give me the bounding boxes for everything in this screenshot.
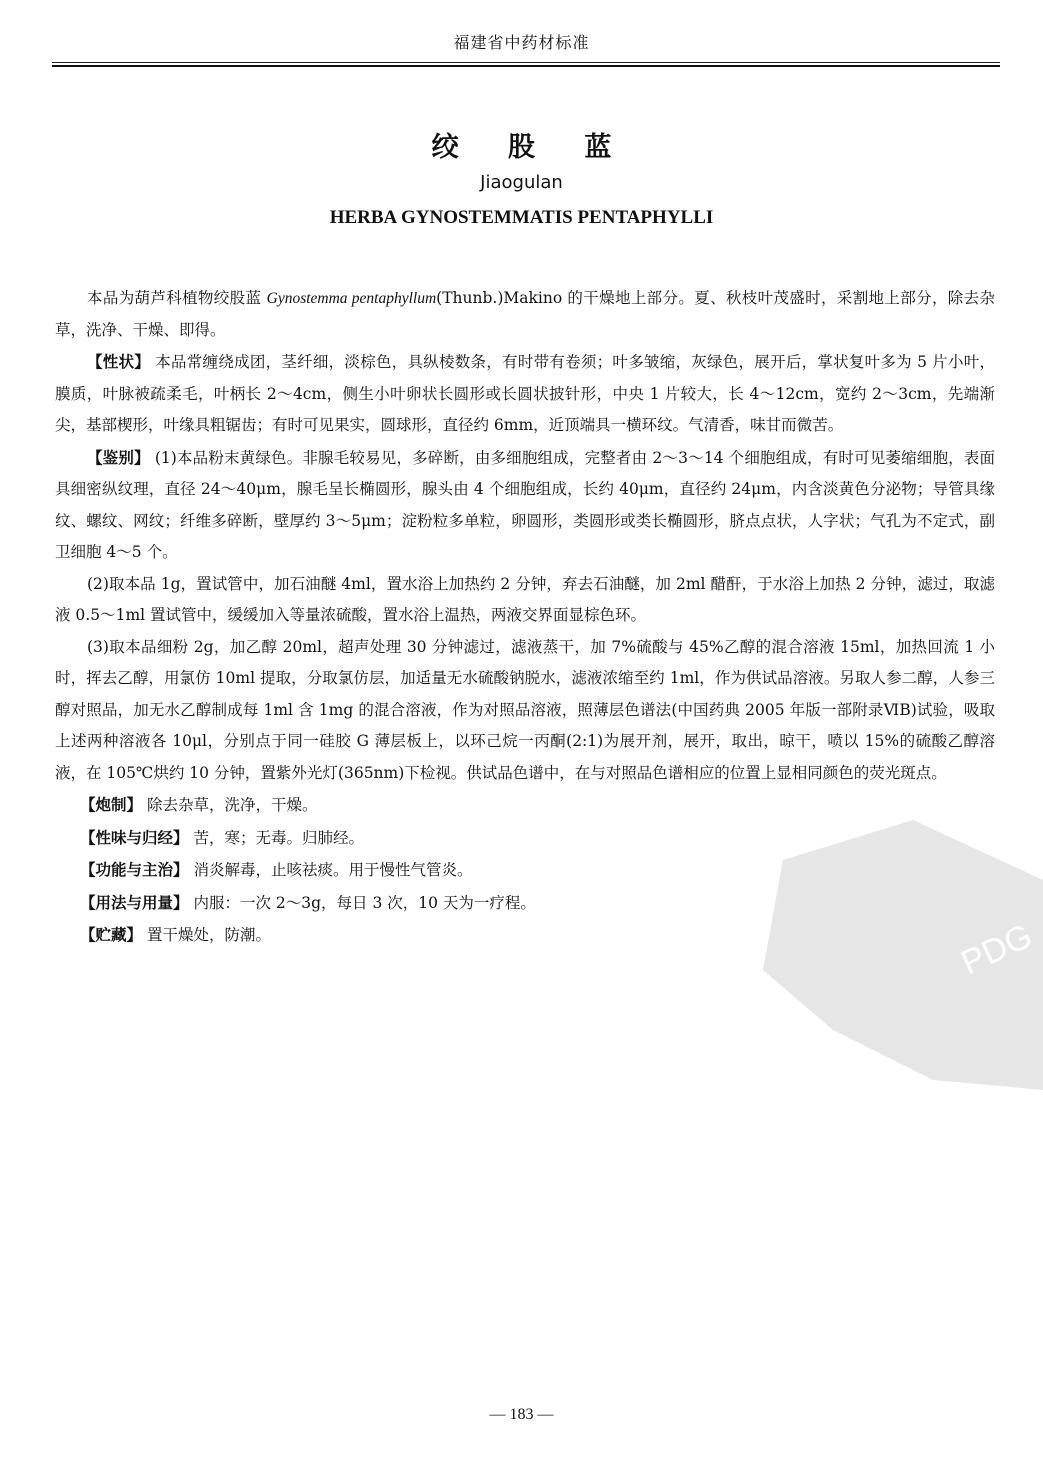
header-rule-thin [52, 62, 1000, 63]
intro-text-after: (Thunb.)Makino 的干燥地上部分。夏、秋枝叶茂盛时，采割地上部分，除去杂草，洗净、干燥、即得。 [55, 289, 995, 339]
section-label-xingwei: 【性味与归经】 [80, 827, 189, 847]
section-text-jianbie-1: (1)本品粉末黄绿色。非腺毛较易见，多碎断，由多细胞组成，完整者由 2～3～14 个细胞组成，有时可见萎缩细胞，表面具细密纵纹理，直径 24～40μm，腺毛呈长椭圆形，腺头由 4 个细胞组成，长约 40μm，直径约 24μm，内含淡黄色分泌物；导管具缘纹、螺纹、网纹；纤维多碎断，壁厚约 3～5μm；淀粉粒多单粒，卵圆形，类圆形或类长椭圆形，脐点点状，人字状；气孔为不定式，副卫细胞 4～5 个。 [55, 448, 995, 561]
intro-text-before: 本品为葫芦科植物绞股蓝 [87, 289, 262, 307]
section-text-yongfa: 内服：一次 2～3g，每日 3 次，10 天为一疗程。 [193, 893, 536, 912]
watermark-text: PDG [955, 916, 1039, 983]
section-text-xingzhuang: 本品常缠绕成团，茎纤细，淡棕色，具纵棱数条，有时带有卷须；叶多皱缩，灰绿色，展开后，掌状复叶多为 5 片小叶，膜质，叶脉被疏柔毛，叶柄长 2～4cm，侧生小叶卵状长圆形或长圆状披针形，中央 1 片较大，长 4～12cm，宽约 2～3cm，先端渐尖，基部楔形，叶缘具粗锯齿；有时可见果实，圆球形，直径约 6mm，近顶端具一横环纹。气清香，味甘而微苦。 [55, 353, 995, 434]
section-label-yongfa: 【用法与用量】 [80, 892, 189, 912]
monograph-title-cn: 绞 股 蓝 [431, 132, 632, 163]
section-text-zhucang: 置干燥处，防潮。 [146, 926, 271, 944]
section-text-gongneng: 消炎解毒，止咳祛痰。用于慢性气管炎。 [193, 861, 473, 879]
watermark-seal [743, 800, 1043, 1090]
section-label-xingzhuang: 【性状】 [87, 352, 151, 371]
section-label-zhucang: 【贮藏】 [80, 925, 143, 944]
running-header: 福建省中药材标准 [453, 33, 590, 52]
latin-species-name: Gynostemma pentaphyllum [266, 290, 437, 307]
section-label-gongneng: 【功能与主治】 [80, 860, 189, 879]
section-text-xingwei: 苦，寒；无毒。归肺经。 [193, 828, 364, 847]
intro-paragraph [55, 283, 995, 346]
monograph-title-latin: HERBA GYNOSTEMMATIS PENTAPHYLLI [329, 207, 714, 228]
section-jianbie-2: (2)取本品 1g，置试管中，加石油醚 4ml，置水浴上加热约 2 分钟，弃去石油醚，加 2ml 醋酐，于水浴上加热 2 分钟，滤过，取滤液 0.5～1ml 置试管中，缓缓加入等量浓硫酸，置水浴上温热，两液交界面显棕色环。 [55, 574, 995, 624]
section-jianbie-3: (3)取本品细粉 2g，加乙醇 20ml，超声处理 30 分钟滤过，滤液蒸干，加 7%硫酸与 45%乙醇的混合溶液 15ml，加热回流 1 小时，挥去乙醇，用氯仿 10ml 提取，分取氯仿层，加适量无水硫酸钠脱水，滤液浓缩至约 1ml，作为供试品溶液。另取人参二醇，人参三醇对照品，加无水乙醇制成每 1ml 含 1mg 的混合溶液，作为对照品溶液，照薄层色谱法(中国药典 2005 年版一部附录ⅥB)试验，吸取上述两种溶液各 10μl，分别点于同一硅胶 G 薄层板上，以环己烷一丙酮(2:1)为展开剂，展开，取出，晾干，喷以 15%的硫酸乙醇溶液，在 105℃烘约 10 分钟，置紫外光灯(365nm)下检视。供试品色谱中，在与对照品色谱相应的位置上显相同颜色的荧光斑点。 [55, 637, 995, 782]
section-jianbie-1 [55, 442, 995, 569]
section-text-paozhi: 除去杂草，洗净，干燥。 [146, 796, 318, 814]
page-number: — 183 — [489, 1406, 554, 1423]
section-xingzhuang [55, 346, 995, 442]
section-label-paozhi: 【炮制】 [80, 795, 143, 814]
monograph-title-pinyin: Jiaogulan [480, 172, 563, 193]
header-rule-thick [52, 65, 1000, 67]
section-label-jianbie: 【鉴别】 [87, 447, 150, 467]
